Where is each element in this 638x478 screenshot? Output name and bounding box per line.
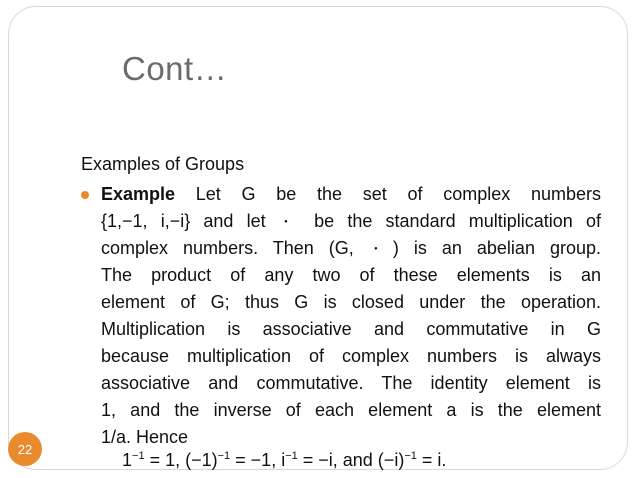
body-text: be the standard multiplication of [300, 211, 601, 231]
body-line-3 [101, 236, 601, 261]
body-text: complex numbers. Then (G, [101, 238, 369, 258]
body-line-4: The product of any two of these elements is an [101, 265, 601, 285]
body-line-5: element of G; thus G is closed under the operation. [101, 292, 601, 312]
body-line-6: Multiplication is associative and commutative in G [101, 319, 601, 339]
body-line-1 [101, 182, 601, 206]
body-line-7: because multiplication of complex numbers is always [101, 346, 601, 366]
equation-text: = −i, and (−i) [297, 450, 405, 470]
equation-superscript: −1 [217, 450, 231, 462]
equation-superscript: −1 [132, 450, 145, 462]
body-line-9: 1, and the inverse of each element a is the element [101, 400, 601, 420]
equation-text: = 1, (−1) [144, 450, 218, 470]
page-number-badge: 22 [8, 432, 42, 466]
equation-superscript: −1 [404, 450, 417, 462]
bullet-icon [81, 191, 89, 199]
body-line-8: associative and commutative. The identity element is [101, 373, 601, 393]
body-line-10: 1/a. Hence [101, 427, 189, 447]
body-line-2 [101, 209, 601, 234]
equation-text: = i. [416, 450, 447, 470]
slide-title: Cont… [122, 50, 228, 87]
operation-dot-icon: ・ [278, 214, 301, 230]
equation-text: = −1, i [230, 450, 286, 470]
equation-superscript: −1 [285, 450, 298, 462]
body-text: {1,−1, i,−i} and let [101, 211, 279, 231]
body-text: Let G be the set of complex numbers [175, 184, 601, 204]
example-label: Example [101, 184, 176, 204]
operation-dot-icon: ・ [368, 241, 393, 257]
body-text: ) is an abelian group. [392, 238, 602, 258]
inverse-equation [122, 448, 446, 472]
section-subtitle: Examples of Groups [81, 154, 245, 174]
equation-text: 1 [122, 450, 133, 470]
